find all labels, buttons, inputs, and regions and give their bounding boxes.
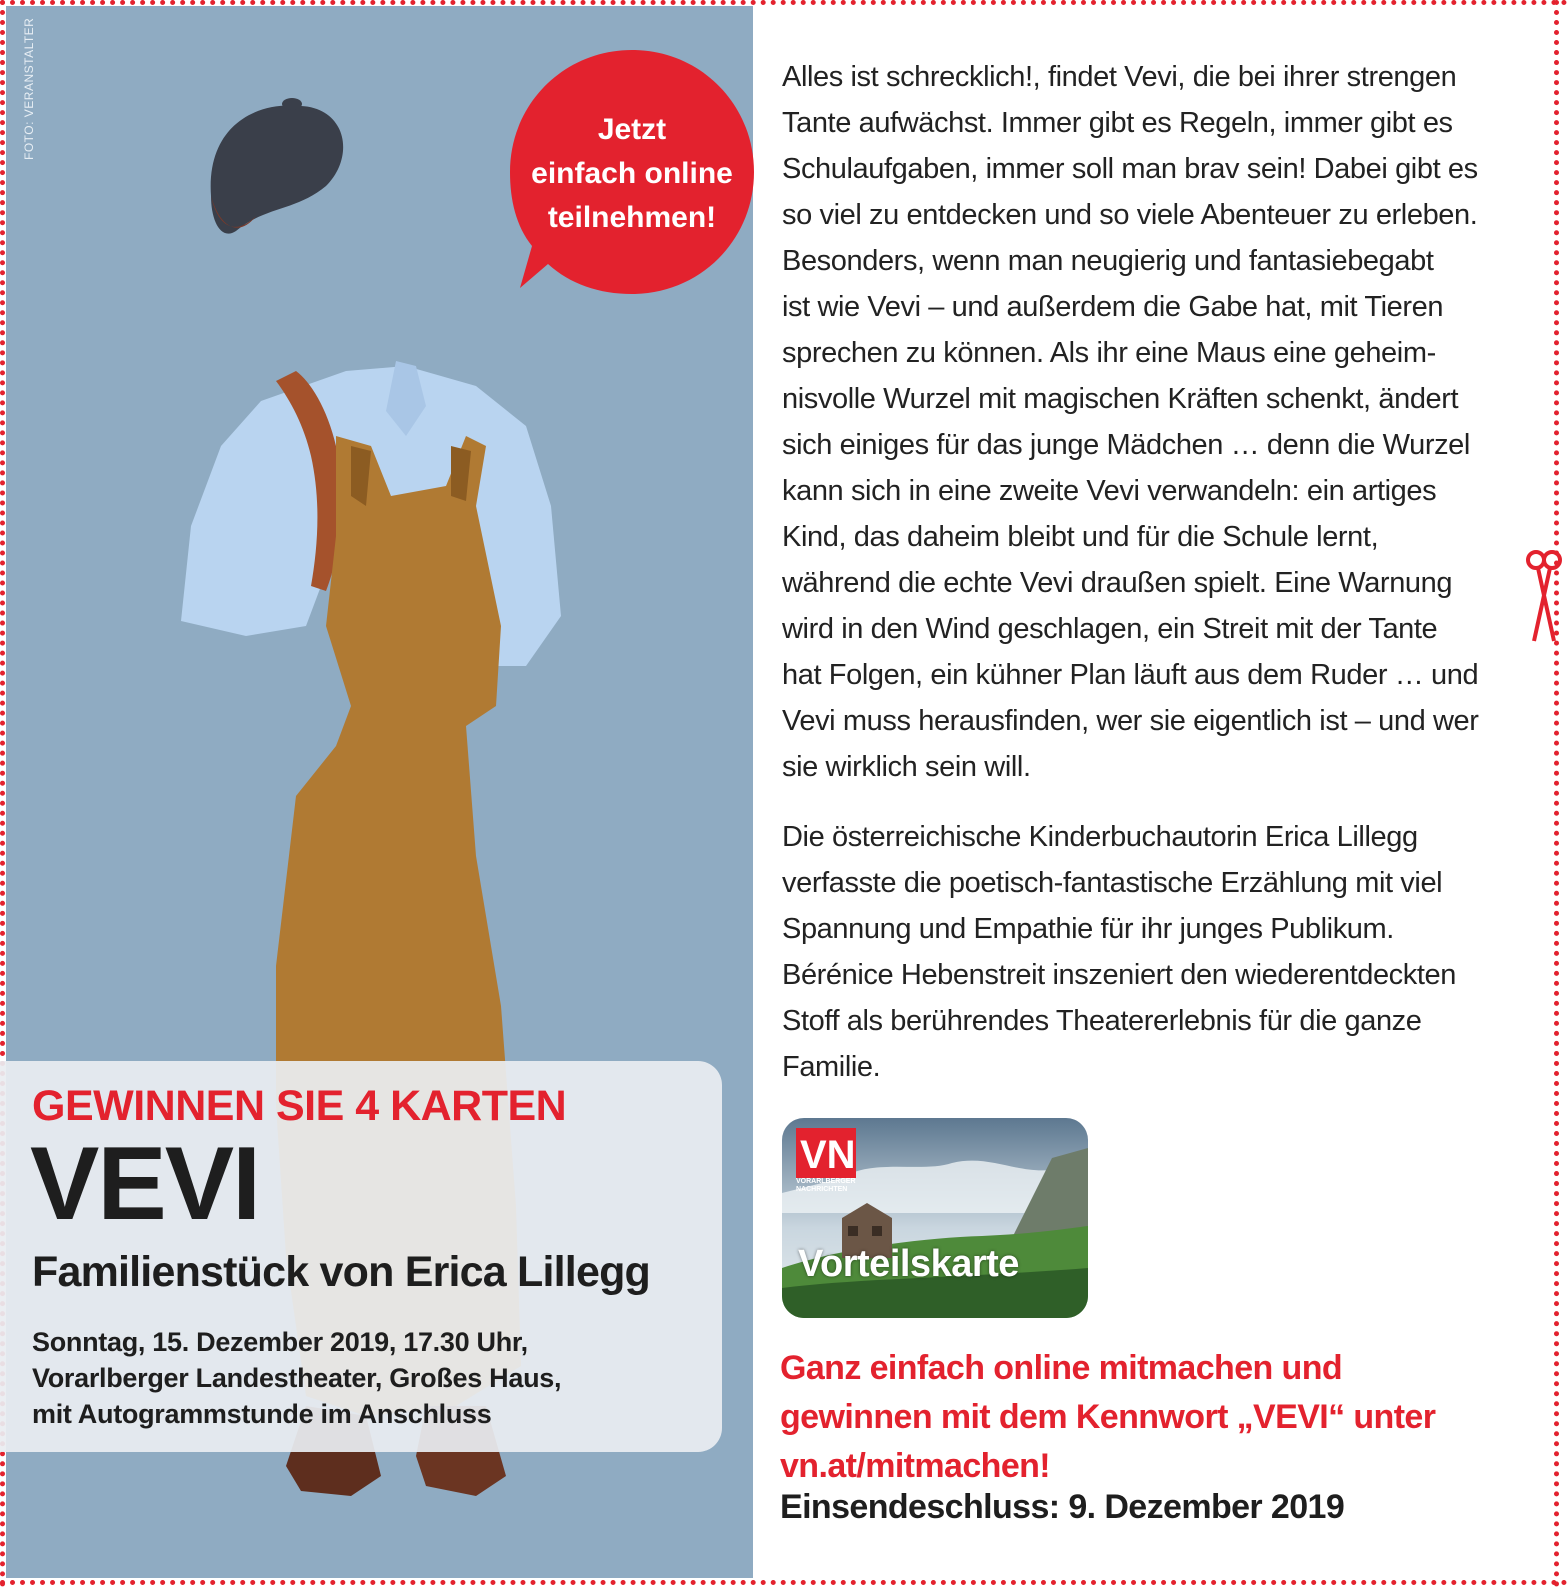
bubble-line-1: Jetzt (597, 113, 667, 146)
text-line: Schulaufgaben, immer soll man brav sein! Dabei gibt es (782, 153, 1478, 185)
vn-logo (796, 1128, 856, 1178)
text-line: sich einiges für das junge Mädchen … denn die Wurzel (782, 429, 1470, 461)
prize-kicker: GEWINNEN SIE 4 KARTEN (32, 1082, 567, 1130)
event-title: VEVI (30, 1126, 259, 1242)
text-line: Bérénice Hebenstreit inszeniert den wiederentdeckten (782, 959, 1456, 991)
text-line: Kind, das daheim bleibt und für die Schule lernt, (782, 521, 1379, 553)
article-paragraph-2 (782, 814, 1522, 1090)
coupon-border-right (1554, 0, 1559, 1588)
coupon-border-bottom (0, 1580, 1568, 1586)
event-subtitle: Familienstück von Erica Lillegg (32, 1248, 650, 1296)
text-line: kann sich in eine zweite Vevi verwandeln: ein artiges (782, 475, 1437, 507)
article-paragraph-1 (782, 54, 1522, 790)
cta-text[interactable] (780, 1344, 1435, 1491)
photo-credit: FOTO: VERANSTALTER (22, 17, 36, 160)
text-line: Die österreichische Kinderbuchautorin Erica Lillegg (782, 821, 1418, 853)
text-line: so viel zu entdecken und so viele Abenteuer zu erleben. (782, 199, 1478, 231)
bubble-line-3: teilnehmen! (547, 201, 717, 234)
text-line: Spannung und Empathie für ihr junges Publikum. (782, 913, 1394, 945)
cta-line-2: gewinnen mit dem Kennwort „VEVI“ unter (780, 1398, 1436, 1436)
text-line: nisvolle Wurzel mit magischen Kräften schenkt, ändert (782, 383, 1459, 415)
event-details (32, 1324, 561, 1432)
vn-logo-subtitle: VORARLBERGER NACHRICHTEN (796, 1178, 856, 1193)
cta-line-1: Ganz einfach online mitmachen und (780, 1349, 1343, 1387)
text-line: ist wie Vevi – und außerdem die Gabe hat, mit Tieren (782, 291, 1444, 323)
text-line: Familie. (782, 1051, 881, 1083)
text-line: während die echte Vevi draußen spielt. Eine Warnung (782, 567, 1453, 599)
text-line: Alles ist schrecklich!, findet Vevi, die bei ihrer strengen (782, 61, 1457, 93)
entry-deadline: Einsendeschluss: 9. Dezember 2019 (780, 1488, 1345, 1526)
coupon-border-top (0, 0, 1568, 5)
text-line: wird in den Wind geschlagen, ein Streit mit der Tante (782, 613, 1438, 645)
event-date: Sonntag, 15. Dezember 2019, 17.30 Uhr, (32, 1327, 528, 1357)
text-line: sprechen zu können. Als ihr eine Maus eine geheim- (782, 337, 1436, 369)
vn-logo-text: VN (800, 1133, 856, 1177)
text-line: hat Folgen, ein kühner Plan läuft aus dem Ruder … und (782, 659, 1479, 691)
event-extra: mit Autogrammstunde im Anschluss (32, 1399, 492, 1429)
vorteilskarte-label: Vorteilskarte (798, 1243, 1019, 1285)
event-venue: Vorarlberger Landestheater, Großes Haus, (32, 1363, 562, 1393)
text-line: Tante aufwächst. Immer gibt es Regeln, immer gibt es (782, 107, 1453, 139)
speech-bubble-text[interactable] (512, 108, 752, 240)
cta-link[interactable]: vn.at/mitmachen! (780, 1447, 1051, 1485)
text-line: Stoff als berührendes Theatererlebnis für die ganze (782, 1005, 1422, 1037)
text-line: verfasste die poetisch-fantastische Erzählung mit viel (782, 867, 1443, 899)
bubble-line-2: einfach online (531, 157, 733, 190)
scissors-icon (1524, 546, 1564, 646)
text-line: sie wirklich sein will. (782, 751, 1031, 783)
text-line: Vevi muss herausfinden, wer sie eigentlich ist – und wer (782, 705, 1479, 737)
text-line: Besonders, wenn man neugierig und fantasiebegabt (782, 245, 1434, 277)
